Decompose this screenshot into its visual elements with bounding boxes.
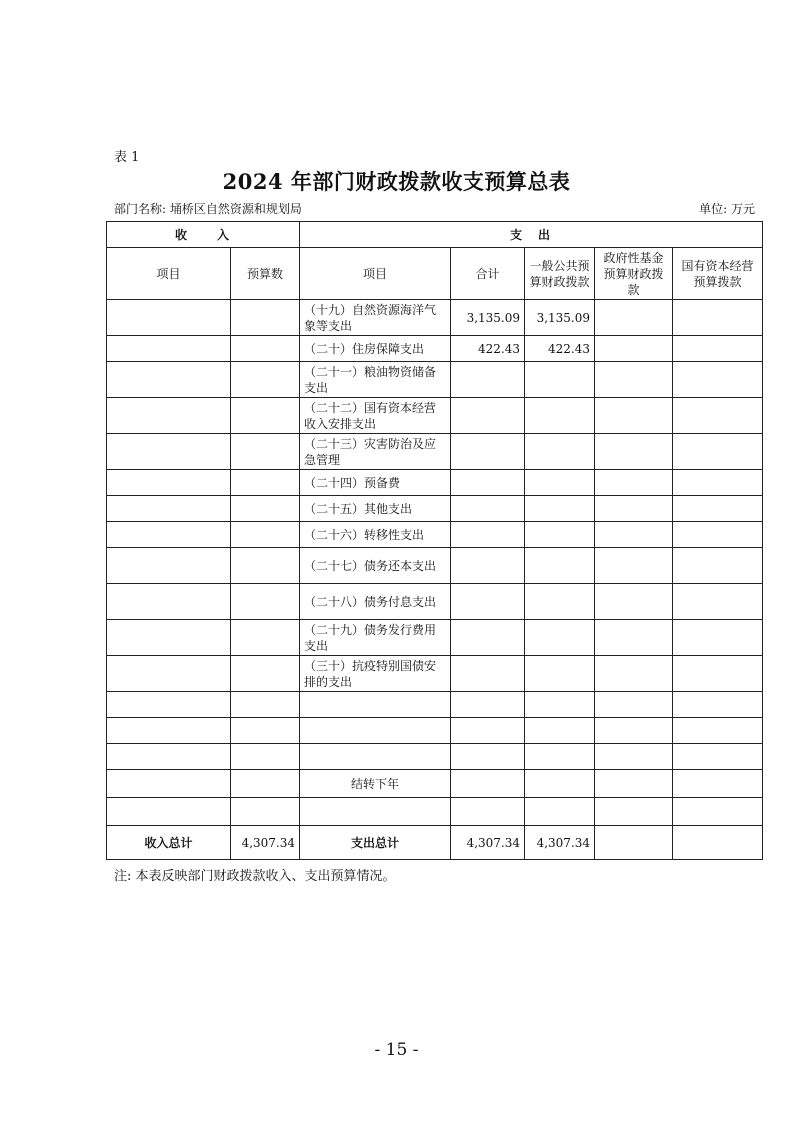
exp-state-capital-cell	[673, 584, 763, 620]
exp-state-capital-cell	[673, 336, 763, 362]
exp-state-capital-cell	[673, 496, 763, 522]
exp-total-cell	[451, 692, 525, 718]
exp-state-capital-cell	[673, 744, 763, 770]
exp-total-cell	[451, 470, 525, 496]
exp-item-cell	[300, 718, 451, 744]
table-row	[107, 744, 763, 770]
page-number: - 15 -	[374, 1040, 419, 1060]
exp-total-cell	[451, 718, 525, 744]
exp-total-cell	[451, 770, 525, 798]
income-item-cell	[107, 300, 231, 336]
income-budget-cell	[231, 362, 300, 398]
income-budget-cell	[231, 770, 300, 798]
exp-total-cell	[451, 398, 525, 434]
col-income-budget: 预算数	[231, 248, 300, 300]
exp-general-cell	[525, 584, 595, 620]
exp-fund-cell	[595, 744, 673, 770]
col-total: 合计	[451, 248, 525, 300]
exp-fund-cell	[595, 522, 673, 548]
exp-general-cell	[525, 548, 595, 584]
table-row	[107, 522, 763, 548]
header-row-columns	[107, 248, 763, 300]
exp-total-cell	[451, 434, 525, 470]
exp-state-capital-cell	[673, 522, 763, 548]
exp-state-capital-cell	[673, 398, 763, 434]
col-exp-item: 项目	[300, 248, 451, 300]
exp-state-capital-cell	[673, 548, 763, 584]
exp-general-cell	[525, 718, 595, 744]
income-total-value: 4,307.34	[231, 826, 300, 860]
income-budget-cell	[231, 692, 300, 718]
exp-total-cell	[451, 362, 525, 398]
table-row	[107, 770, 763, 798]
exp-fund-cell	[595, 300, 673, 336]
expenditure-header: 支 出	[300, 222, 763, 248]
income-budget-cell	[231, 496, 300, 522]
exp-fund-cell	[595, 656, 673, 692]
col-gov-fund: 政府性基金预算财政拨款	[595, 248, 673, 300]
exp-state-capital-cell	[673, 362, 763, 398]
income-item-cell	[107, 770, 231, 798]
income-budget-cell	[231, 398, 300, 434]
income-total-label: 收入总计	[107, 826, 231, 860]
exp-total-cell: 3,135.09	[451, 300, 525, 336]
exp-general-cell	[525, 434, 595, 470]
exp-fund-cell	[595, 470, 673, 496]
exp-fund-cell	[595, 718, 673, 744]
income-item-cell	[107, 548, 231, 584]
exp-item-cell: （二十四）预备费	[300, 470, 451, 496]
col-general-budget: 一般公共预算财政拨款	[525, 248, 595, 300]
exp-fund-cell	[595, 362, 673, 398]
exp-item-cell: （二十二）国有资本经营收入安排支出	[300, 398, 451, 434]
exp-item-cell: （十九）自然资源海洋气象等支出	[300, 300, 451, 336]
table-row	[107, 548, 763, 584]
exp-fund-cell	[595, 398, 673, 434]
table-row	[107, 692, 763, 718]
exp-state-capital-cell	[673, 656, 763, 692]
exp-fund-cell	[595, 620, 673, 656]
income-item-cell	[107, 398, 231, 434]
exp-state-capital-cell	[673, 718, 763, 744]
exp-fund-cell	[595, 496, 673, 522]
exp-general-cell	[525, 798, 595, 826]
income-budget-cell	[231, 620, 300, 656]
table-row	[107, 362, 763, 398]
exp-item-cell	[300, 744, 451, 770]
income-budget-cell	[231, 656, 300, 692]
exp-fund-cell	[595, 770, 673, 798]
exp-fund-cell	[595, 434, 673, 470]
income-item-cell	[107, 362, 231, 398]
exp-item-cell	[300, 798, 451, 826]
exp-item-cell: （二十三）灾害防治及应急管理	[300, 434, 451, 470]
document-title: 2024 年部门财政拨款收支预算总表	[222, 169, 571, 194]
income-item-cell	[107, 798, 231, 826]
income-item-cell	[107, 584, 231, 620]
income-item-cell	[107, 692, 231, 718]
exp-fund-cell	[595, 584, 673, 620]
exp-item-cell: （二十五）其他支出	[300, 496, 451, 522]
department-name: 部门名称: 埇桥区自然资源和规划局	[114, 202, 302, 216]
exp-general-cell	[525, 362, 595, 398]
exp-fund-cell	[595, 548, 673, 584]
exp-general-cell	[525, 620, 595, 656]
exp-total-cell	[451, 656, 525, 692]
table-row	[107, 434, 763, 470]
income-budget-cell	[231, 718, 300, 744]
exp-fund-cell	[595, 798, 673, 826]
table-row	[107, 496, 763, 522]
table-row	[107, 656, 763, 692]
exp-item-cell: （三十）抗疫特别国债安排的支出	[300, 656, 451, 692]
income-budget-cell	[231, 300, 300, 336]
exp-item-cell: （二十一）粮油物资储备支出	[300, 362, 451, 398]
income-item-cell	[107, 336, 231, 362]
table-row	[107, 620, 763, 656]
col-state-capital: 国有资本经营预算拨款	[673, 248, 763, 300]
table-row	[107, 718, 763, 744]
exp-general-cell	[525, 656, 595, 692]
exp-general-cell	[525, 398, 595, 434]
exp-general-cell	[525, 522, 595, 548]
exp-state-capital-cell	[673, 692, 763, 718]
exp-state-capital-cell	[673, 620, 763, 656]
exp-general-cell	[525, 770, 595, 798]
income-budget-cell	[231, 744, 300, 770]
income-budget-cell	[231, 336, 300, 362]
table-row	[107, 336, 763, 362]
exp-state-capital-cell	[673, 770, 763, 798]
exp-fund-cell	[595, 336, 673, 362]
income-item-cell	[107, 522, 231, 548]
income-item-cell	[107, 434, 231, 470]
exp-general-cell	[525, 744, 595, 770]
exp-general-total-value: 4,307.34	[525, 826, 595, 860]
exp-total-cell	[451, 584, 525, 620]
income-item-cell	[107, 470, 231, 496]
exp-item-cell: （二十七）债务还本支出	[300, 548, 451, 584]
income-header: 收 入	[107, 222, 300, 248]
exp-general-cell: 422.43	[525, 336, 595, 362]
exp-general-cell	[525, 692, 595, 718]
exp-item-cell	[300, 692, 451, 718]
income-item-cell	[107, 656, 231, 692]
exp-total-cell	[451, 548, 525, 584]
table-row	[107, 470, 763, 496]
footnote: 注: 本表反映部门财政拨款收入、支出预算情况。	[114, 869, 396, 884]
income-budget-cell	[231, 798, 300, 826]
exp-item-cell: （二十六）转移性支出	[300, 522, 451, 548]
table-row	[107, 798, 763, 826]
exp-total-cell	[451, 496, 525, 522]
income-item-cell	[107, 496, 231, 522]
exp-item-cell: （二十）住房保障支出	[300, 336, 451, 362]
exp-item-cell: （二十八）债务付息支出	[300, 584, 451, 620]
col-income-item: 项目	[107, 248, 231, 300]
unit-label: 单位: 万元	[699, 202, 755, 216]
exp-item-cell: 结转下年	[300, 770, 451, 798]
table-label: 表 1	[114, 150, 140, 165]
exp-state-capital-cell	[673, 300, 763, 336]
income-budget-cell	[231, 470, 300, 496]
exp-total-cell: 422.43	[451, 336, 525, 362]
income-item-cell	[107, 744, 231, 770]
totals-row	[107, 826, 763, 860]
exp-general-cell: 3,135.09	[525, 300, 595, 336]
table-row	[107, 300, 763, 336]
income-item-cell	[107, 620, 231, 656]
income-budget-cell	[231, 434, 300, 470]
exp-total-cell	[451, 744, 525, 770]
income-budget-cell	[231, 548, 300, 584]
exp-total-value: 4,307.34	[451, 826, 525, 860]
exp-total-cell	[451, 522, 525, 548]
exp-total-label: 支出总计	[300, 826, 451, 860]
exp-state-capital-cell	[673, 798, 763, 826]
header-row-groups	[107, 222, 763, 248]
exp-state-capital-cell	[673, 434, 763, 470]
income-item-cell	[107, 718, 231, 744]
exp-total-cell	[451, 798, 525, 826]
exp-state-capital-cell	[673, 470, 763, 496]
exp-total-cell	[451, 620, 525, 656]
exp-general-cell	[525, 496, 595, 522]
exp-fund-total-value	[595, 826, 673, 860]
exp-general-cell	[525, 470, 595, 496]
exp-fund-cell	[595, 692, 673, 718]
income-budget-cell	[231, 522, 300, 548]
table-row	[107, 584, 763, 620]
exp-item-cell: （二十九）债务发行费用支出	[300, 620, 451, 656]
income-budget-cell	[231, 584, 300, 620]
exp-state-capital-total-value	[673, 826, 763, 860]
budget-table	[106, 221, 763, 860]
table-row	[107, 398, 763, 434]
